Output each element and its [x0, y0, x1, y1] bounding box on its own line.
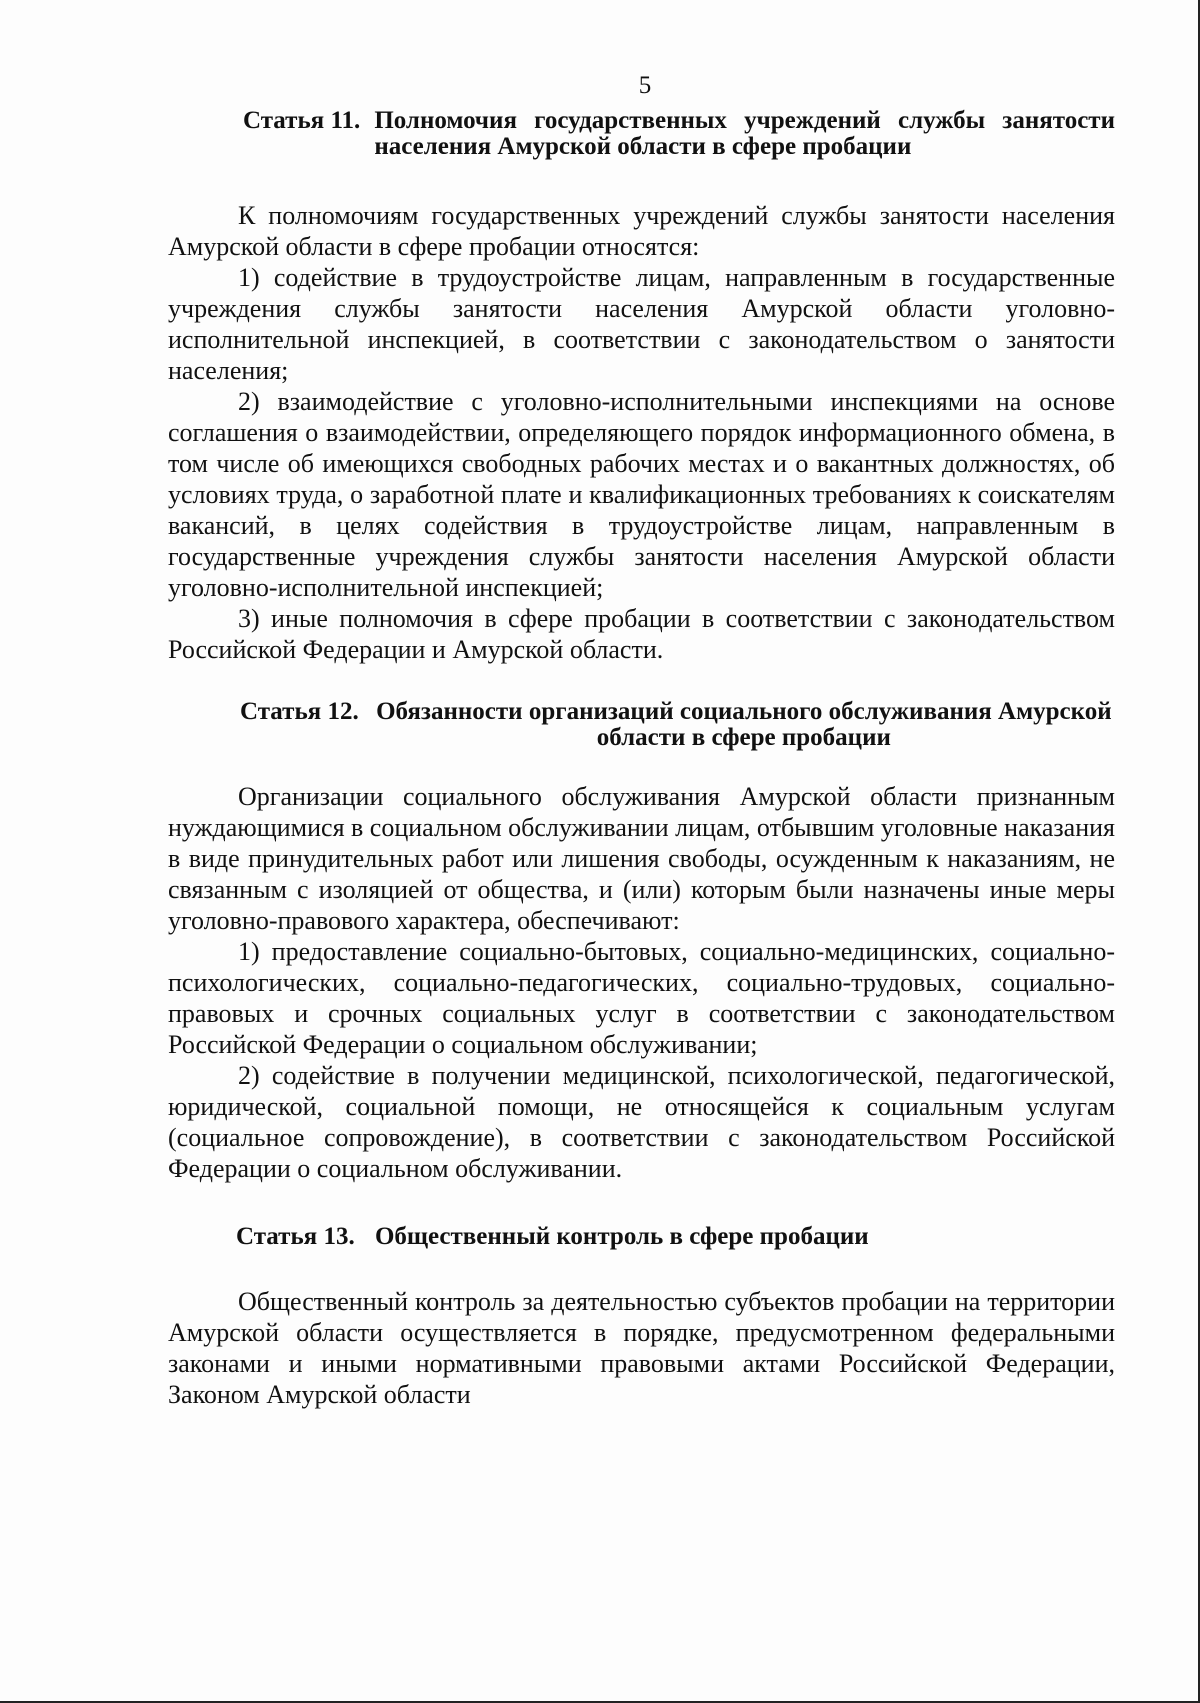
article-title: Полномочия государственных учреждений службы занятости населения Амурской области в сфере пробации	[374, 107, 1115, 160]
document-body	[168, 108, 1115, 1412]
article-11-text	[168, 200, 1115, 665]
page-number: 5	[638, 72, 652, 99]
article-title: Обязанности организаций социального обслуживания Амурской области в сфере пробации	[376, 698, 1112, 751]
list-item: 1) содействие в трудоустройстве лицам, направленным в государственные учреждения службы занятости населения Амурской области уголовно-исполнительной инспекцией, в соответствии с законодательством о занятости населения;	[168, 263, 1115, 385]
article-13-text	[168, 1286, 1115, 1410]
article-number: Статья 13.	[236, 1223, 355, 1250]
list-item: 2) взаимодействие с уголовно-исполнительными инспекциями на основе соглашения о взаимодействии, определяющего порядок информационного обмена, в том числе об имеющихся свободных рабочих местах и о вакантных должностях, об условиях труда, о заработной плате и квалификационных требованиях к соискателям вакансий, в целях содействия в трудоустройстве лицам, направленным в государственные учреждения службы занятости населения Амурской области уголовно-исполнительной инспекцией;	[168, 387, 1115, 602]
article-13-heading	[168, 1224, 1115, 1250]
paragraph: Организации социального обслуживания Амурской области признанным нуждающимися в социальном обслуживании лицам, отбывшим уголовные наказания в виде принудительных работ или лишения свободы, осужденным к наказаниям, не связанным с изоляцией от общества, и (или) которым были назначены иные меры уголовно-правового характера, обеспечивают:	[168, 782, 1115, 935]
list-item: 1) предоставление социально-бытовых, социально-медицинских, социально-психологических, социально-педагогических, социально-трудовых, социально-правовых и срочных социальных услуг в соответствии с законодательством Российской Федерации о социальном обслуживании;	[168, 937, 1115, 1059]
article-12-heading	[240, 699, 1115, 751]
article-number: Статья 11.	[243, 107, 361, 134]
paragraph: К полномочиям государственных учреждений службы занятости населения Амурской области в сфере пробации относятся:	[168, 201, 1115, 261]
article-title: Общественный контроль в сфере пробации	[374, 1223, 869, 1250]
list-item: 3) иные полномочия в сфере пробации в соответствии с законодательством Российской Федерации и Амурской области.	[168, 604, 1115, 664]
article-number: Статья 12.	[240, 698, 359, 725]
article-11-heading	[243, 108, 1115, 160]
list-item: 2) содействие в получении медицинской, психологической, педагогической, юридической, социальной помощи, не относящейся к социальным услугам (социальное сопровождение), в соответствии с законодательством Российской Федерации о социальном обслуживании.	[168, 1061, 1115, 1183]
article-12-text	[168, 781, 1115, 1184]
paragraph: Общественный контроль за деятельностью субъектов пробации на территории Амурской области осуществляется в порядке, предусмотренном федеральными законами и иными нормативными правовыми актами Российской Федерации, Законом Амурской области	[168, 1287, 1115, 1409]
